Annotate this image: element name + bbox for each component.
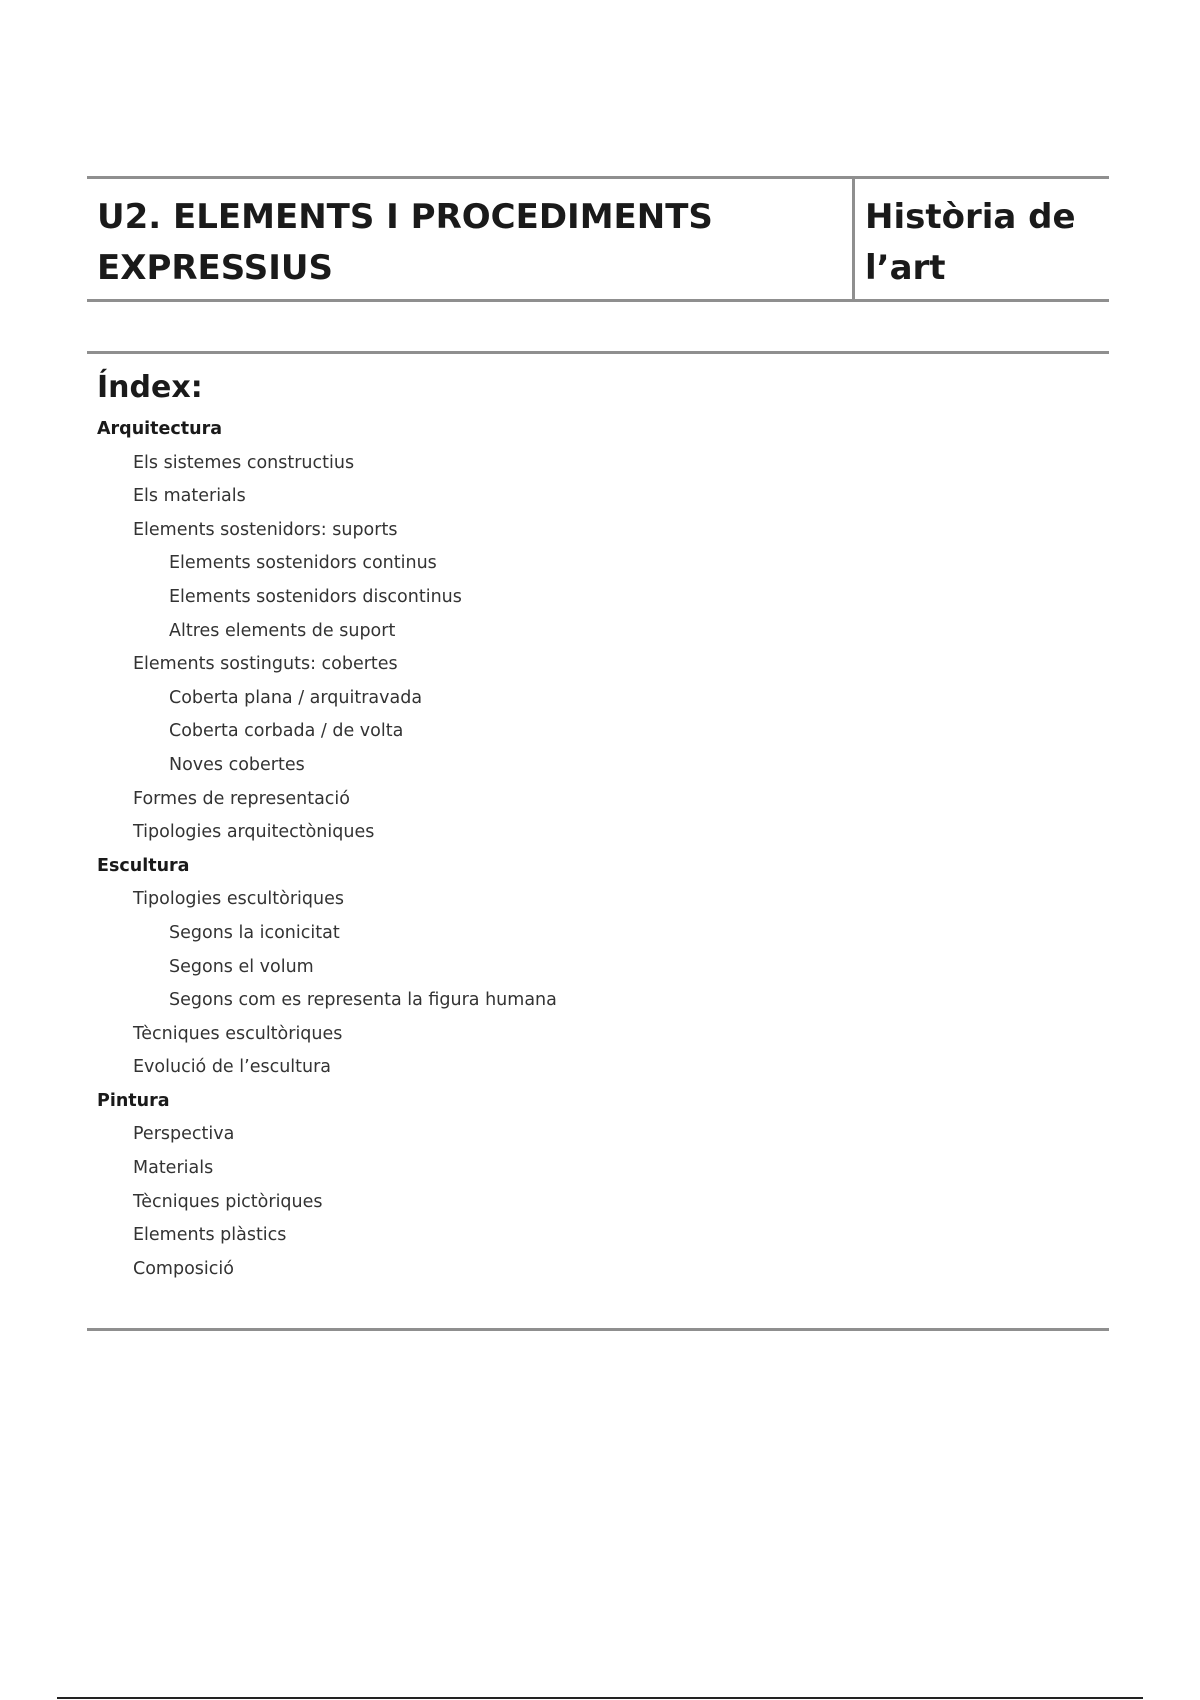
toc-entry[interactable]: Segons la iconicitat xyxy=(169,922,340,943)
toc-entry[interactable]: Coberta plana / arquitravada xyxy=(169,687,423,708)
toc-entry[interactable]: Els materials xyxy=(133,486,246,507)
toc-entry[interactable]: Coberta corbada / de volta xyxy=(169,721,404,742)
toc-entry[interactable]: Composició xyxy=(133,1258,234,1279)
toc-entry[interactable]: Elements plàstics xyxy=(133,1225,287,1246)
footer-divider xyxy=(57,1697,1143,1699)
index-title: Índex: xyxy=(97,370,203,405)
toc-entry[interactable]: Perspectiva xyxy=(133,1124,235,1145)
toc-entry[interactable]: Elements sostenidors continus xyxy=(169,553,437,574)
unit-title-line-2: EXPRESSIUS xyxy=(97,248,333,288)
table-of-contents xyxy=(87,351,1109,1331)
unit-title-cell xyxy=(87,179,855,299)
subject-cell xyxy=(855,179,1109,299)
toc-entry[interactable]: Tipologies arquitectòniques xyxy=(133,822,375,843)
toc-section-heading[interactable]: Pintura xyxy=(97,1090,170,1111)
toc-entry[interactable]: Elements sostenidors discontinus xyxy=(169,586,462,607)
toc-section-heading[interactable]: Escultura xyxy=(97,855,190,876)
toc-entry[interactable]: Tipologies escultòriques xyxy=(133,889,344,910)
toc-section-heading[interactable]: Arquitectura xyxy=(97,419,223,439)
toc-list xyxy=(87,413,557,1286)
toc-entry[interactable]: Els sistemes constructius xyxy=(133,452,355,473)
unit-title-line-1: U2. ELEMENTS I PROCEDIMENTS xyxy=(97,197,713,237)
toc-entry[interactable]: Segons com es representa la figura humana xyxy=(169,990,557,1011)
subject-title-line-2: l’art xyxy=(865,248,946,288)
toc-entry[interactable]: Elements sostenidors: suports xyxy=(133,519,398,540)
document-header xyxy=(87,176,1109,302)
toc-entry[interactable]: Segons el volum xyxy=(169,956,314,977)
toc-entry[interactable]: Tècniques escultòriques xyxy=(133,1023,343,1044)
toc-entry[interactable]: Noves cobertes xyxy=(169,754,305,775)
subject-title-line-1: Història de xyxy=(865,197,1076,237)
toc-entry[interactable]: Tècniques pictòriques xyxy=(133,1191,323,1212)
toc-entry[interactable]: Materials xyxy=(133,1158,214,1179)
toc-entry[interactable]: Formes de representació xyxy=(133,788,350,809)
toc-entry[interactable]: Altres elements de suport xyxy=(169,620,396,641)
toc-entry[interactable]: Evolució de l’escultura xyxy=(133,1057,332,1078)
toc-entry[interactable]: Elements sostinguts: cobertes xyxy=(133,654,398,675)
